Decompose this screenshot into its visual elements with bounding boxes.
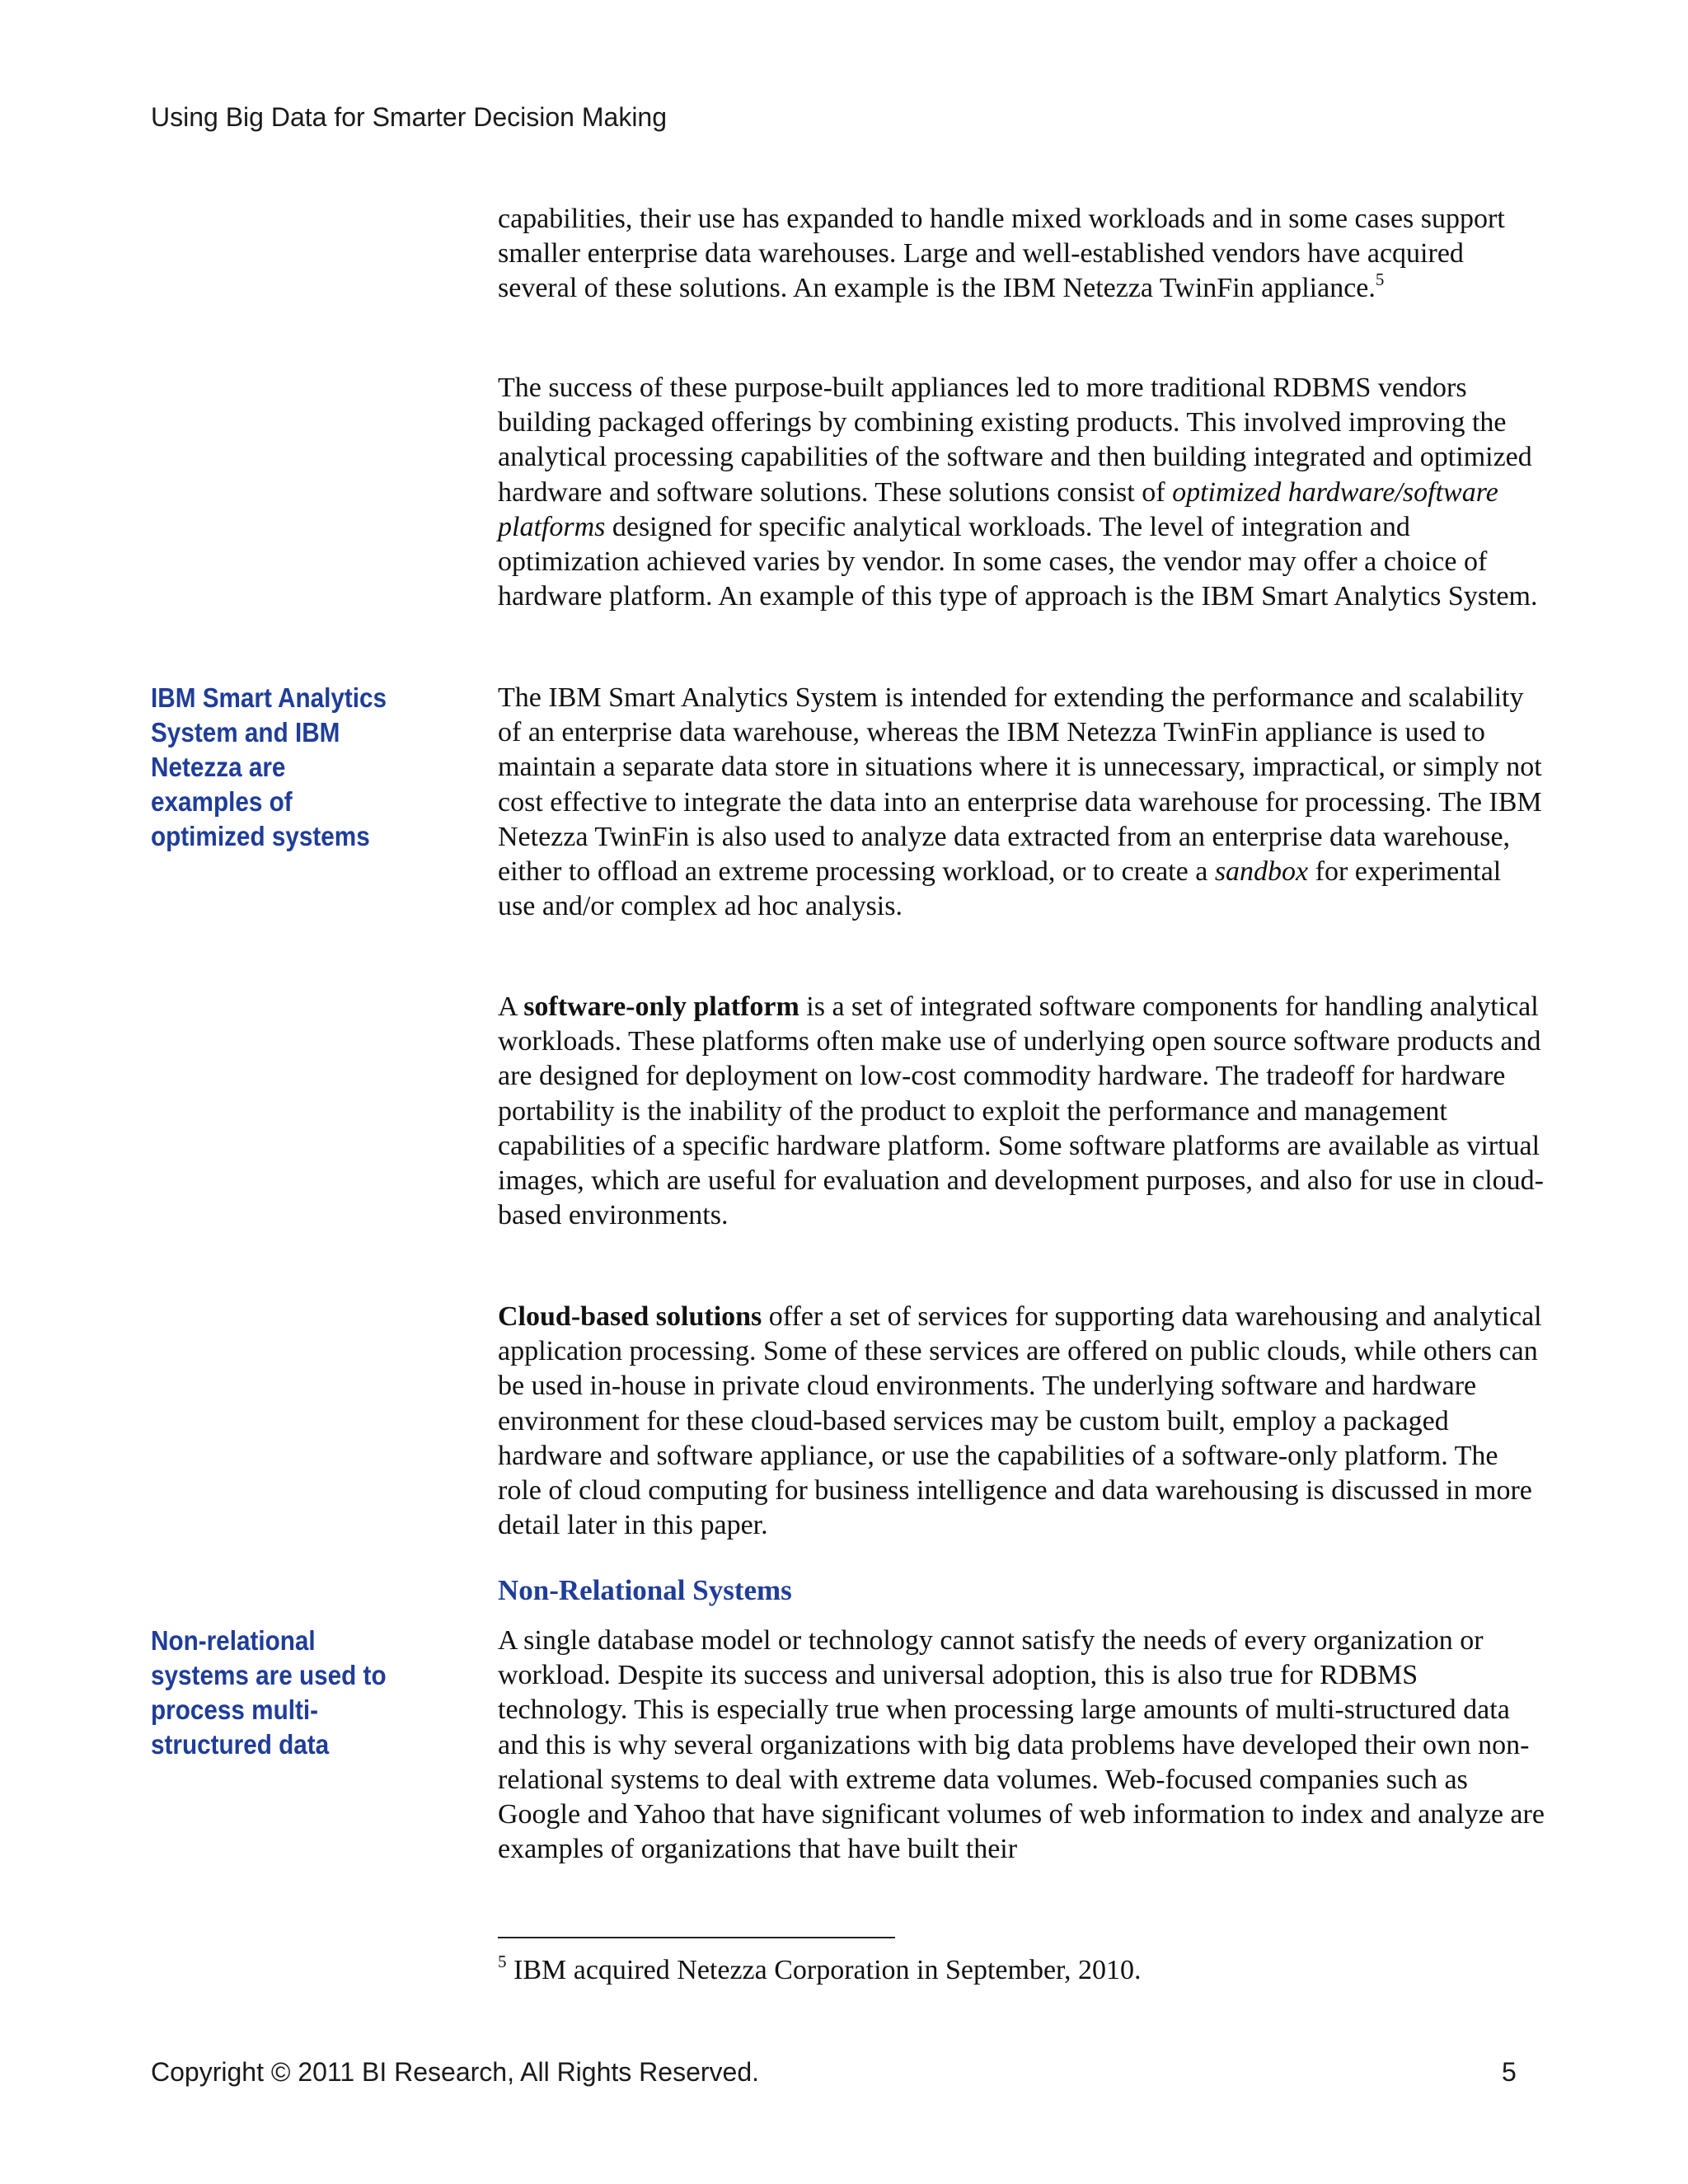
footnote-divider [498, 1937, 895, 1938]
paragraph-text: designed for specific analytical workloads. The level of integration and optimization achieved varies by vendor. In some cases, the vendor may offer a choice of hardware platform. An example of this type of approach is the IBM Smart Analytics System. [498, 511, 1538, 612]
paragraph-text: is a set of integrated software components for handling analytical workloads. These platforms often make use of underlying open source software products and are designed for deployment on low-cost commodity hardware. The tradeoff for hardware portability is the inability of the product to exploit the performance and management capabilities of a specific hardware platform. Some software platforms are available as virtual images, which are useful for evaluation and development purposes, and also for use in cloud-based environments. [498, 991, 1544, 1231]
footer-copyright: Copyright © 2011 BI Research, All Rights Reserved. [151, 2057, 759, 2087]
sidenote-non-relational: Non-relational systems are used to process multi-structured data [151, 1625, 387, 1760]
paragraph-software-only [498, 990, 1545, 1233]
section-heading: Non-Relational Systems [498, 1574, 792, 1606]
page-number: 5 [1502, 2057, 1517, 2087]
sidenote-optimized-systems: IBM Smart Analytics System and IBM Netezza are examples of optimized systems [151, 682, 387, 851]
bold-term: software-only platform [523, 991, 799, 1022]
paragraph-cloud-based [498, 1300, 1545, 1543]
paragraph-smart-analytics [498, 681, 1545, 924]
paragraph-text: for experimental use and/or complex ad hoc analysis. [498, 856, 1502, 922]
paragraph-non-relational [498, 1624, 1545, 1867]
footnote [498, 1953, 1142, 1988]
paragraph-text: capabilities, their use has expanded to handle mixed workloads and in some cases support smaller enterprise data warehouses. Large and well-established vendors have acquired several of these solutions. An example is the IBM Netezza TwinFin appliance. [498, 204, 1505, 304]
footnote-text: IBM acquired Netezza Corporation in September, 2010. [506, 1955, 1142, 1985]
paragraph-text: The success of these purpose-built appliances led to more traditional RDBMS vendors building packaged offerings by combining existing products. This involved improving the analytical processing capabilities of the software and then building integrated and optimized hardware and software solutions. These solutions consist of [498, 373, 1532, 508]
footnote-number: 5 [498, 1952, 507, 1971]
paragraph-optimized-platforms [498, 371, 1545, 614]
paragraph-appliances-intro [498, 202, 1545, 307]
footnote-reference[interactable]: 5 [1375, 269, 1385, 290]
paragraph-text: offer a set of services for supporting data warehousing and analytical application processing. Some of these services are offered on public clouds, while others can be used in-house in private cloud environments. The underlying software and hardware environment for these cloud-based services may be custom built, employ a packaged hardware and software appliance, or use the capabilities of a software-only platform. The role of cloud computing for business intelligence and data warehousing is discussed in more detail later in this paper. [498, 1301, 1542, 1541]
italic-term: optimized hardware/software platforms [498, 476, 1498, 542]
paragraph-text: A single database model or technology cannot satisfy the needs of every organization or workload. Despite its success and universal adoption, this is also true for RDBMS technology. This is especially true when processing large amounts of multi-structured data and this is why several organizations with big data problems have developed their own non-relational systems to deal with extreme data volumes. Web-focused companies such as Google and Yahoo that have significant volumes of web information to index and analyze are examples of organizations that have built their [498, 1625, 1545, 1865]
paragraph-text: The IBM Smart Analytics System is intended for extending the performance and scalability of an enterprise data warehouse, whereas the IBM Netezza TwinFin appliance is used to maintain a separate data store in situations where it is unnecessary, impractical, or simply not cost effective to integrate the data into an enterprise data warehouse for processing. The IBM Netezza TwinFin is also used to analyze data extracted from an enterprise data warehouse, either to offload an extreme processing workload, or to create a [498, 682, 1542, 888]
bold-term: Cloud-based solutions [498, 1301, 762, 1332]
paragraph-text: A [498, 991, 524, 1022]
italic-term: sandbox [1214, 856, 1309, 888]
running-header: Using Big Data for Smarter Decision Making [151, 102, 668, 132]
